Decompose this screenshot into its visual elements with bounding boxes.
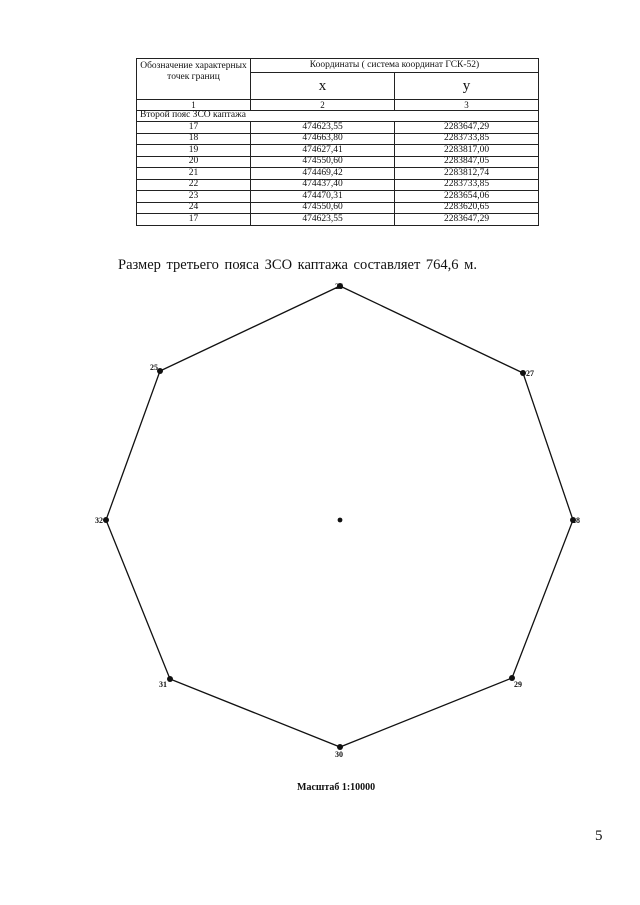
x-cell: 474623,55 xyxy=(251,214,395,226)
y-cell: 2283647,29 xyxy=(395,122,539,134)
x-cell: 474470,31 xyxy=(251,191,395,203)
point-cell: 24 xyxy=(137,202,251,214)
vertex-label: 27 xyxy=(526,369,534,378)
point-cell: 23 xyxy=(137,191,251,203)
table-row xyxy=(137,214,539,226)
vertex-label: 32 xyxy=(95,516,103,525)
x-cell: 474623,55 xyxy=(251,122,395,134)
table-row xyxy=(137,191,539,203)
boundary-polygon xyxy=(106,286,573,747)
scale-label: Масштаб 1:10000 xyxy=(297,782,376,793)
point-cell: 17 xyxy=(137,214,251,226)
vertex-label: 26 xyxy=(335,282,343,291)
y-cell: 2283812,74 xyxy=(395,168,539,180)
vertex-label: 29 xyxy=(514,680,522,689)
point-cell: 18 xyxy=(137,133,251,145)
x-cell: 474663,80 xyxy=(251,133,395,145)
center-point xyxy=(338,518,343,523)
header-num-2: 2 xyxy=(251,100,395,111)
y-cell: 2283654,06 xyxy=(395,191,539,203)
x-cell: 474469,42 xyxy=(251,168,395,180)
y-cell: 2283847,05 xyxy=(395,156,539,168)
page-number: 5 xyxy=(595,828,603,844)
zone-boundary-plan xyxy=(0,275,640,775)
table-row xyxy=(137,179,539,191)
point-cell: 22 xyxy=(137,179,251,191)
header-num-3: 3 xyxy=(395,100,539,111)
point-cell: 21 xyxy=(137,168,251,180)
header-designation: Обозначение характерных точек границ xyxy=(137,59,251,100)
y-cell: 2283733,85 xyxy=(395,133,539,145)
x-cell: 474550,60 xyxy=(251,156,395,168)
header-y: y xyxy=(395,73,539,100)
y-cell: 2283733,85 xyxy=(395,179,539,191)
vertex-label: 25 xyxy=(150,363,158,372)
header-coord-system: Координаты ( система координат ГСК-52) xyxy=(251,59,539,73)
header-num-1: 1 xyxy=(137,100,251,111)
table-row xyxy=(137,145,539,157)
table-row xyxy=(137,156,539,168)
x-cell: 474627,41 xyxy=(251,145,395,157)
point-cell: 20 xyxy=(137,156,251,168)
y-cell: 2283647,29 xyxy=(395,214,539,226)
table-row xyxy=(137,168,539,180)
vertex-label: 28 xyxy=(572,516,580,525)
coordinates-table xyxy=(136,58,539,226)
point-cell: 19 xyxy=(137,145,251,157)
table-row xyxy=(137,133,539,145)
vertex-point xyxy=(167,676,173,682)
x-cell: 474437,40 xyxy=(251,179,395,191)
y-cell: 2283817,00 xyxy=(395,145,539,157)
vertex-label: 30 xyxy=(335,750,343,759)
point-cell: 17 xyxy=(137,122,251,134)
vertex-label: 31 xyxy=(159,680,167,689)
section-title: Второй пояс ЗСО каптажа xyxy=(137,111,539,122)
y-cell: 2283620,65 xyxy=(395,202,539,214)
table-row xyxy=(137,122,539,134)
zone-size-note: Размер третьего пояса ЗСО каптажа составляет 764,6 м. xyxy=(118,257,477,273)
table-row xyxy=(137,202,539,214)
x-cell: 474550,60 xyxy=(251,202,395,214)
header-x: x xyxy=(251,73,395,100)
vertex-point xyxy=(103,517,109,523)
